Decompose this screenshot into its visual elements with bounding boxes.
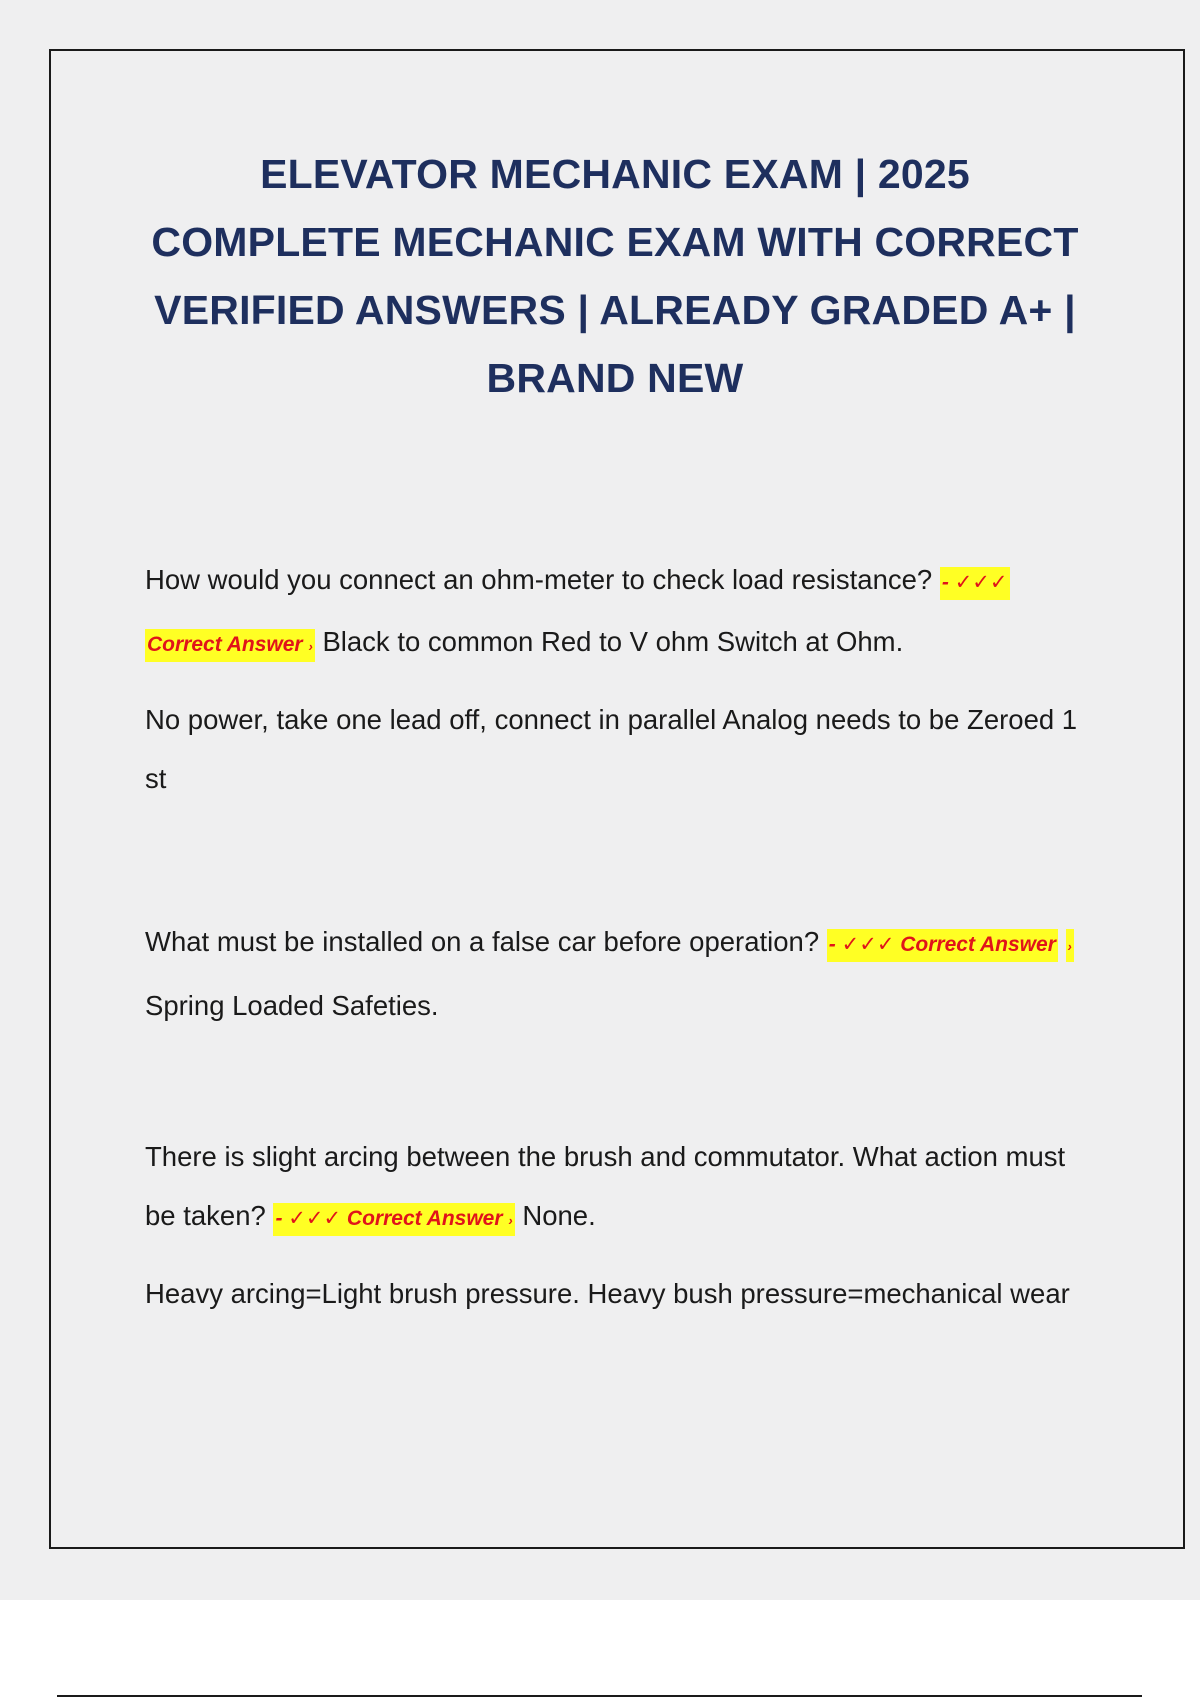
question-item bbox=[145, 912, 1085, 1035]
question-item bbox=[145, 1127, 1085, 1250]
correct-answer-label: Correct Answer bbox=[346, 1207, 503, 1230]
chevron-right-icon: › bbox=[308, 639, 313, 654]
question-text: What must be installed on a false car before operation? bbox=[145, 926, 820, 957]
document-title bbox=[120, 140, 1110, 412]
question-text: How would you connect an ohm-meter to check load resistance? bbox=[145, 564, 933, 595]
correct-answer-label: Correct Answer › bbox=[145, 629, 315, 662]
correct-answer-marker: - ✓✓✓ bbox=[940, 567, 1010, 600]
question-text: There is slight arcing between the brush and commutator. What action must be taken? bbox=[145, 1141, 1066, 1231]
chevron-right-icon: › bbox=[1067, 939, 1072, 954]
correct-answer-marker: - ✓✓✓ Correct Answer bbox=[827, 929, 1058, 962]
title-line: VERIFIED ANSWERS | ALREADY GRADED A+ | bbox=[154, 287, 1076, 333]
title-line: BRAND NEW bbox=[486, 355, 744, 401]
answer-text: Black to common Red to V ohm Switch at Ohm. bbox=[322, 626, 904, 657]
next-page-rule bbox=[57, 1695, 1142, 1697]
title-line: COMPLETE MECHANIC EXAM WITH CORRECT bbox=[151, 219, 1079, 265]
correct-answer-label: Correct Answer bbox=[900, 933, 1056, 956]
chevron-right-icon: › bbox=[508, 1213, 513, 1228]
answer-note: No power, take one lead off, connect in parallel Analog needs to be Zeroed 1 st bbox=[145, 704, 1078, 794]
checkmark-icon: ✓✓✓ bbox=[288, 1207, 342, 1230]
question-item bbox=[145, 550, 1085, 676]
checkmark-icon: ✓✓✓ bbox=[841, 933, 895, 956]
answer-text: Spring Loaded Safeties. bbox=[145, 990, 439, 1021]
correct-answer-arrow bbox=[1066, 929, 1074, 962]
answer-note: Heavy arcing=Light brush pressure. Heavy bush pressure=mechanical wear bbox=[145, 1278, 1070, 1309]
correct-answer-marker: - ✓✓✓ Correct Answer › bbox=[273, 1203, 514, 1236]
answer-text: None. bbox=[522, 1200, 596, 1231]
title-line: ELEVATOR MECHANIC EXAM | 2025 bbox=[260, 151, 970, 197]
checkmark-icon: ✓✓✓ bbox=[954, 571, 1008, 594]
question-list bbox=[145, 550, 1085, 1323]
